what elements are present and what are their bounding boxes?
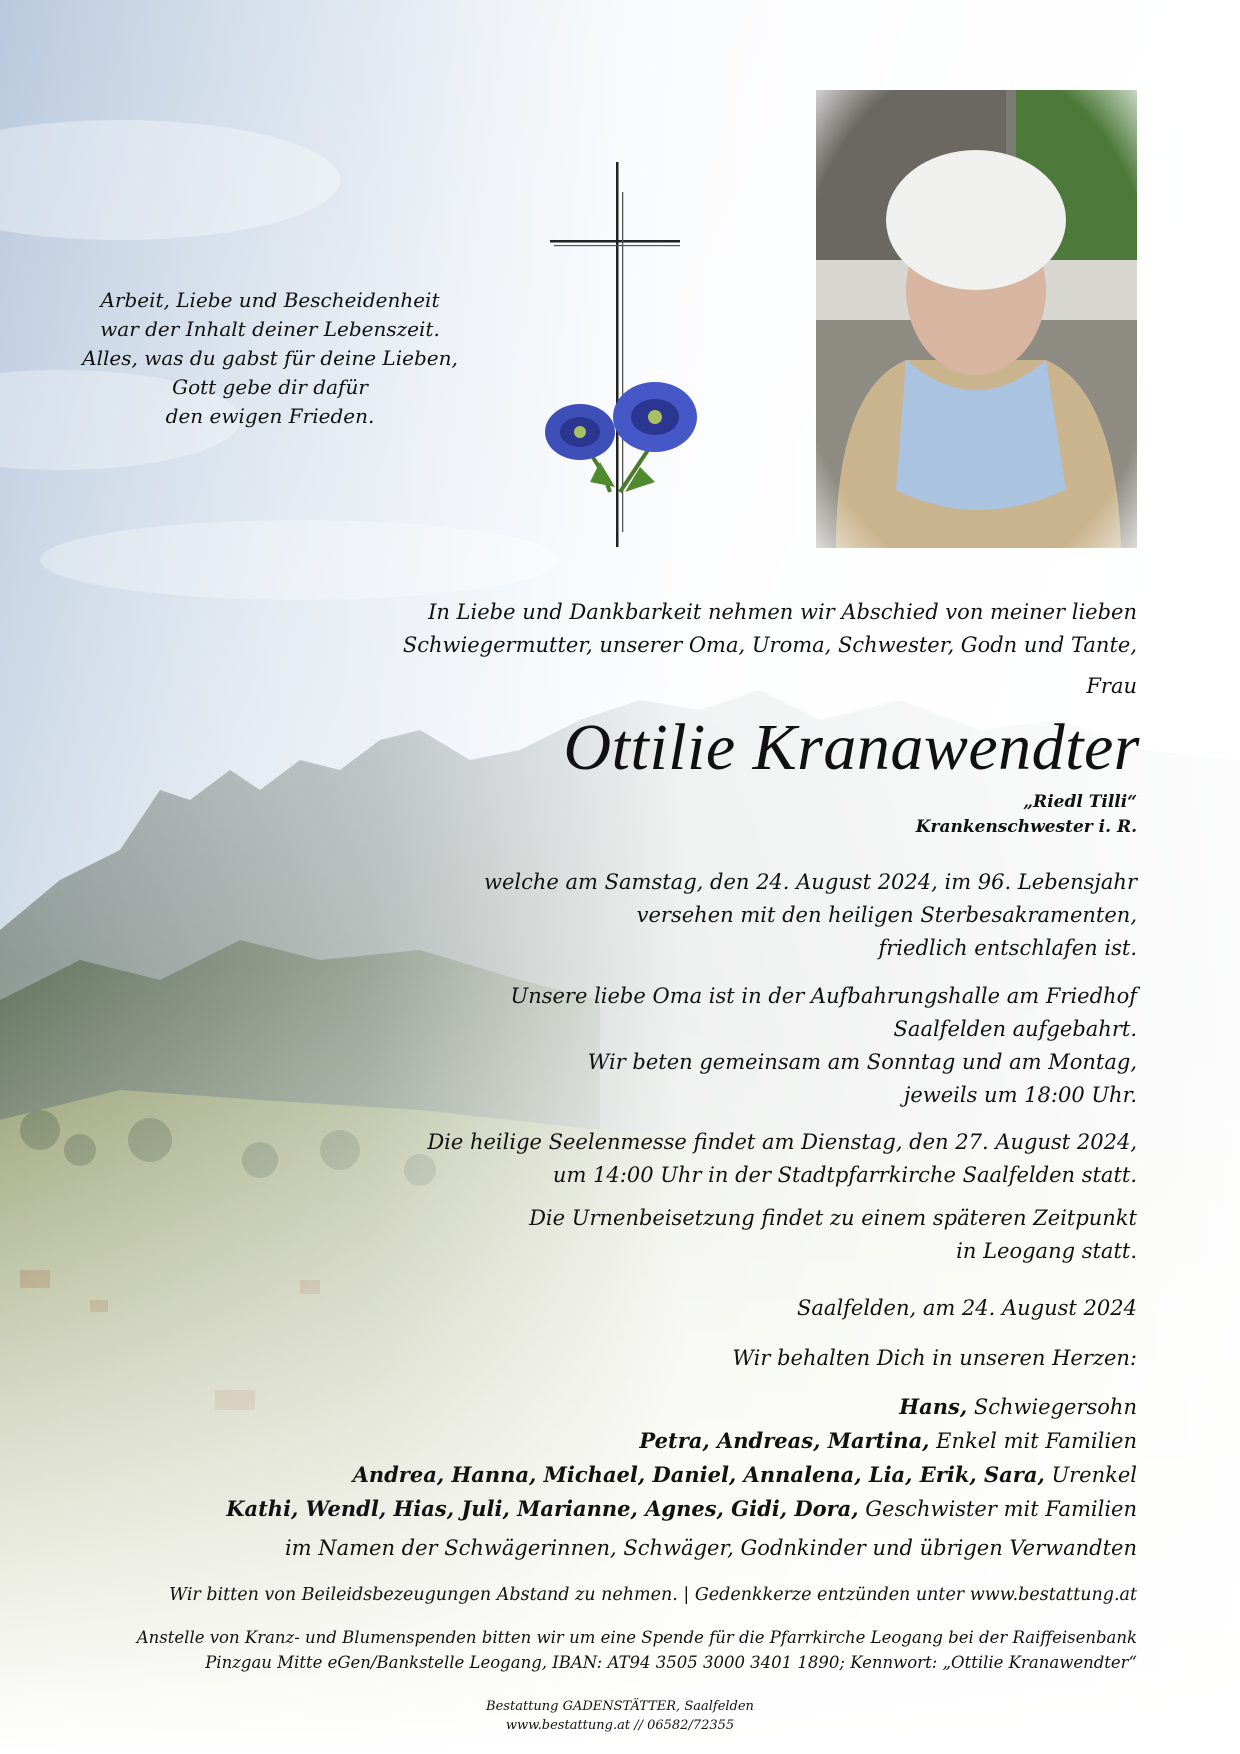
closing-line: Wir behalten Dich in unseren Herzen: [732,1346,1137,1370]
viewing-line: Unsere liebe Oma ist in der Aufbahrungshalle am Friedhof [510,984,1137,1008]
mass-line: um 14:00 Uhr in der Stadtpfarrkirche Saalfelden statt. [552,1163,1137,1187]
relatives-line: im Namen der Schwägerinnen, Schwäger, Godnkinder und übrigen Verwandten [284,1536,1137,1560]
poem-line: Alles, was du gabst für deine Lieben, [82,346,458,370]
cross-with-gentian-icon [530,162,700,552]
poem-line: den ewigen Frieden. [165,404,375,428]
salutation: Frau [1086,674,1137,698]
mourner-relation: Urenkel [1044,1463,1137,1487]
urn-line: Die Urnenbeisetzung findet zu einem späteren Zeitpunkt [529,1206,1137,1230]
mourner-relation: Schwiegersohn [967,1395,1137,1419]
mourner-names: Hans, [899,1394,968,1419]
poem [60,286,480,431]
death-line: versehen mit den heiligen Sterbesakramenten, [636,903,1137,927]
funeral-home-contact: www.bestattung.at // 06582/72355 [505,1718,735,1733]
portrait-photo [816,90,1137,548]
intro-line: In Liebe und Dankbarkeit nehmen wir Abschied von meiner lieben [428,600,1137,624]
mourner-row [226,1458,1137,1492]
mourner-relation: Enkel mit Familien [929,1429,1137,1453]
funeral-home-footer [420,1697,820,1735]
mass-line: Die heilige Seelenmesse findet am Dienstag, den 27. August 2024, [427,1130,1137,1154]
mourner-names: Kathi, Wendl, Hias, Juli, Marianne, Agnes, Gidi, Dora, [226,1496,859,1521]
mourner-relation: Geschwister mit Familien [858,1497,1137,1521]
nickname-block [916,790,1137,840]
viewing-line: Saalfelden aufgebahrt. [893,1017,1137,1041]
mourner-names: Andrea, Hanna, Michael, Daniel, Annalena, Lia, Erik, Sara, [352,1462,1045,1487]
urn-info [529,1202,1137,1268]
poem-line: Gott gebe dir dafür [172,375,368,399]
viewing-line: jeweils um 18:00 Uhr. [903,1083,1137,1107]
mass-info [427,1126,1137,1192]
viewing-info [511,980,1138,1112]
condolence-notice: Wir bitten von Beileidsbezeugungen Abstand zu nehmen. | Gedenkkerze entzünden unter www.bestattung.at [169,1585,1137,1605]
mourners-list [226,1390,1137,1526]
nickname: „Riedl Tilli“ [1023,792,1137,812]
viewing-line: Wir beten gemeinsam am Sonntag und am Montag, [587,1050,1137,1074]
poem-line: Arbeit, Liebe und Bescheidenheit [100,288,440,312]
death-line: welche am Samstag, den 24. August 2024, im 96. Lebensjahr [484,870,1137,894]
funeral-home-name: Bestattung GADENSTÄTTER, Saalfelden [486,1699,754,1714]
mourner-names: Petra, Andreas, Martina, [639,1428,930,1453]
intro-line: Schwiegermutter, unserer Oma, Uroma, Schwester, Godn und Tante, [402,633,1137,657]
death-line: friedlich entschlafen ist. [878,936,1137,960]
poem-line: war der Inhalt deiner Lebenszeit. [100,317,440,341]
mourner-row [226,1424,1137,1458]
death-announcement [484,866,1137,965]
mourner-row [226,1390,1137,1424]
urn-line: in Leogang statt. [956,1239,1137,1263]
gentian-flower-icon [545,382,697,492]
donation-line: Pinzgau Mitte eGen/Bankstelle Leogang, IBAN: AT94 3505 3000 3401 1890; Kennwort: „Ottilie Kranawendter“ [205,1653,1137,1672]
profession: Krankenschwester i. R. [915,817,1137,837]
mourner-row [226,1492,1137,1526]
donation-line: Anstelle von Kranz- und Blumenspenden bitten wir um eine Spende für die Pfarrkirche Leogang bei der Raiffeisenbank [136,1628,1137,1647]
intro-text [403,596,1137,662]
place-date: Saalfelden, am 24. August 2024 [797,1296,1137,1320]
deceased-name: Ottilie Kranawendter [563,711,1140,784]
donation-notice [137,1625,1137,1675]
